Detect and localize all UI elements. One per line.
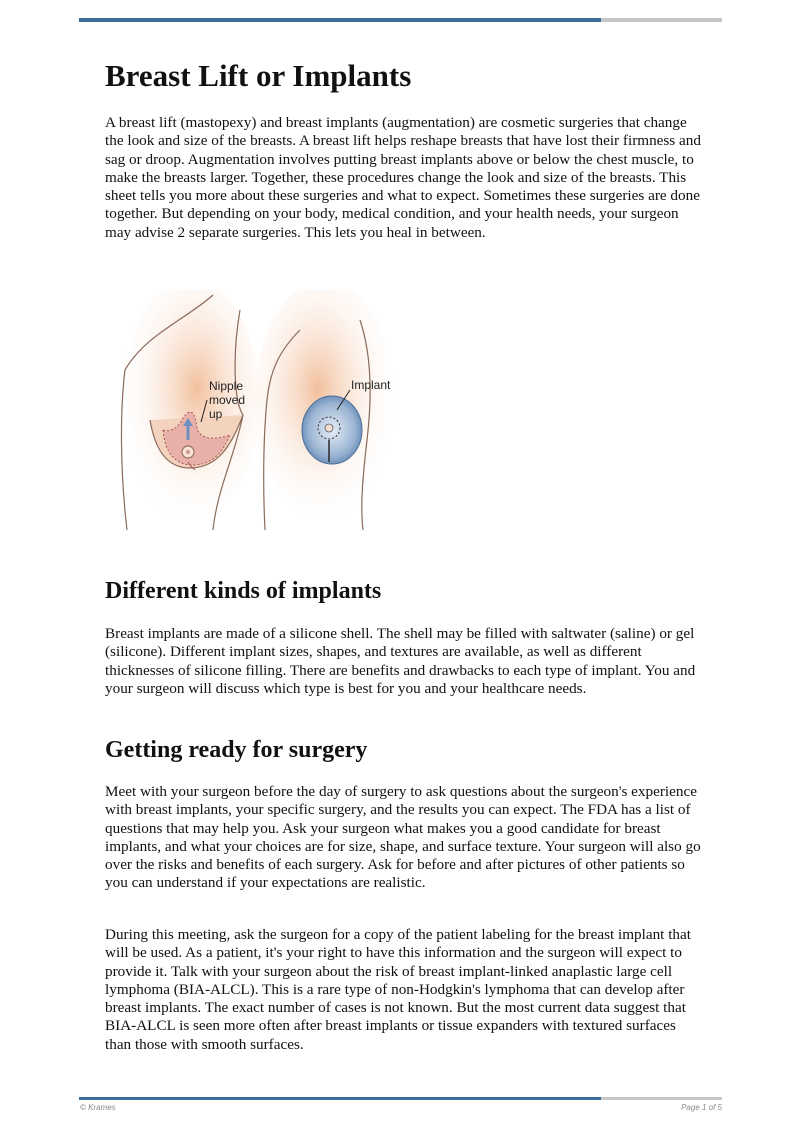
header-rule-blue — [79, 18, 601, 22]
page-title: Breast Lift or Implants — [105, 58, 412, 93]
lift-torso — [120, 290, 260, 530]
nipple-label-1: Nipple — [209, 379, 244, 393]
breast-procedures-illustration — [105, 290, 405, 535]
section-body-ready-2: During this meeting, ask the surgeon for a copy of the patient labeling for the breast implant that will be used. As a patient, it's your right to have this information and the surgeon will expect to provide it. Talk with your surgeon about the risk of breast implant-linked anaplastic large cell lymphoma (BIA-ALCL). This is a rare type of non-Hodgkin's lymphoma that can develop after breast implants. The exact number of cases is not known. But the most current data suggest that BIA-ALCL is seen more often after breast implants or tissue expanders with textured surfaces than those with smooth surfaces. — [105, 926, 691, 1053]
intro-paragraph: A breast lift (mastopexy) and breast implants (augmentation) are cosmetic surgeries that change the look and size of the breasts. A breast lift helps reshape breasts that have lost their firmness and sag or droop. Augmentation involves putting breast implants above or below the chest muscle, to make the breasts larger. Together, these procedures change the look and size of the breasts. This sheet tells you more about these surgeries and what to expect. Sometimes these surgeries are done together. But depending on your body, medical condition, and your health needs, your surgeon may advise 2 separate surgeries. This lets you heal in between. — [105, 114, 701, 241]
breast-implant — [302, 396, 362, 464]
section-heading-kinds: Different kinds of implants — [105, 578, 382, 604]
section-heading-ready: Getting ready for surgery — [105, 737, 368, 763]
footer-rule-grey — [601, 1097, 722, 1100]
footer-rule — [79, 1097, 722, 1100]
footer-copyright: © Krames — [80, 1103, 116, 1112]
section-body-kinds: Breast implants are made of a silicone shell. The shell may be filled with saltwater (saline) or gel (silicone). Different implant sizes, shapes, and textures are available, as well as different thicknesses of silicone filling. There are benefits and drawbacks to each type of implant. You and your surgeon will discuss which type is best for you and your healthcare needs. — [105, 625, 696, 697]
document-body — [105, 56, 705, 242]
footer-rule-blue — [79, 1097, 601, 1100]
header-rule-grey — [601, 18, 722, 22]
implant-label: Implant — [351, 378, 391, 392]
header-rule — [79, 18, 722, 22]
footer-page-number: Page 1 of 5 — [681, 1103, 722, 1112]
nipple-label-3: up — [209, 407, 223, 421]
section-body-ready-1: Meet with your surgeon before the day of surgery to ask questions about the surgeon's experience with breast implants, your specific surgery, and the results you can expect. The FDA has a list of questions that may help you. Ask your surgeon what makes you a good candidate for breast implants, and what your choices are for size, shape, and surface texture. Your surgeon will also go over the risks and benefits of each surgery. Ask for before and after pictures of other patients so you can understand if your expectations are realistic. — [105, 783, 701, 892]
nipple-label-2: moved — [209, 393, 246, 407]
